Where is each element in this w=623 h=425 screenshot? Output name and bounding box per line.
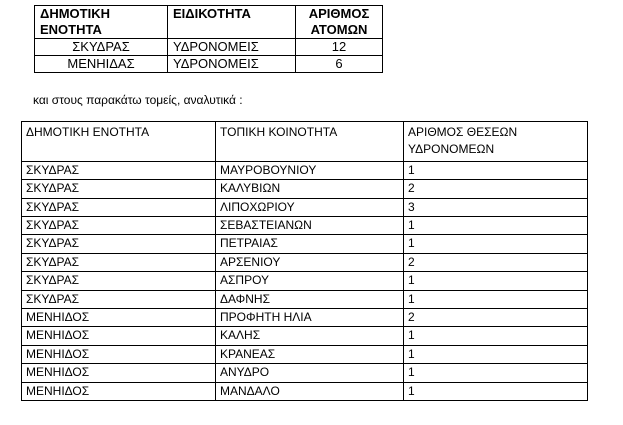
detail-cell-positions: 1 [404,382,588,400]
detail-cell-local-community: ΜΑΝΔΑΛΟ [216,382,404,400]
detail-cell-local-community: ΚΑΛΥΒΙΩΝ [216,180,404,198]
detail-cell-positions: 3 [404,198,588,216]
summary-header-municipal-unit: ΔΗΜΟΤΙΚΗ ΕΝΟΤΗΤΑ [35,6,168,39]
detail-cell-positions: 2 [404,180,588,198]
detail-cell-local-community: ΠΡΟΦΗΤΗ ΗΛΙΑ [216,309,404,327]
detail-cell-municipal-unit: ΣΚΥΔΡΑΣ [22,198,216,216]
detail-table-row [22,198,588,216]
detail-cell-local-community: ΠΕΤΡΑΙΑΣ [216,235,404,253]
detail-cell-municipal-unit: ΣΚΥΔΡΑΣ [22,253,216,271]
summary-cell-municipal-unit: ΜΕΝΗΙΔΑΣ [35,56,168,73]
detail-table [21,121,588,401]
detail-cell-positions: 1 [404,235,588,253]
summary-cell-count: 12 [296,39,383,56]
detail-cell-positions: 1 [404,345,588,363]
detail-cell-local-community: ΚΡΑΝΕΑΣ [216,345,404,363]
detail-header-positions [404,122,588,162]
detail-cell-municipal-unit: ΣΚΥΔΡΑΣ [22,180,216,198]
detail-cell-positions: 1 [404,161,588,179]
detail-table-row [22,327,588,345]
detail-cell-local-community: ΣΕΒΑΣΤΕΙΑΝΩΝ [216,217,404,235]
summary-header-specialty: ΕΙΔΙΚΟΤΗΤΑ [168,6,296,39]
detail-cell-municipal-unit: ΜΕΝΗΙΔΟΣ [22,327,216,345]
detail-cell-positions: 1 [404,364,588,382]
detail-cell-local-community: ΑΣΠΡΟΥ [216,272,404,290]
detail-cell-local-community: ΑΝΥΔΡΟ [216,364,404,382]
detail-cell-municipal-unit: ΣΚΥΔΡΑΣ [22,235,216,253]
detail-cell-local-community: ΛΙΠΟΧΩΡΙΟΥ [216,198,404,216]
detail-table-row [22,235,588,253]
detail-cell-municipal-unit: ΣΚΥΔΡΑΣ [22,272,216,290]
detail-cell-positions: 1 [404,290,588,308]
detail-cell-positions: 2 [404,253,588,271]
detail-table-row [22,345,588,363]
detail-table-body [22,161,588,400]
summary-cell-count: 6 [296,56,383,73]
detail-cell-municipal-unit: ΜΕΝΗΙΔΟΣ [22,345,216,363]
summary-cell-municipal-unit: ΣΚΥΔΡΑΣ [35,39,168,56]
detail-cell-municipal-unit: ΜΕΝΗΙΔΟΣ [22,364,216,382]
detail-cell-municipal-unit: ΣΚΥΔΡΑΣ [22,217,216,235]
detail-cell-local-community: ΔΑΦΝΗΣ [216,290,404,308]
summary-table-header-row [35,6,383,39]
detail-table-row [22,272,588,290]
detail-table-row [22,217,588,235]
detail-cell-municipal-unit: ΜΕΝΗΙΔΟΣ [22,382,216,400]
detail-cell-positions: 1 [404,327,588,345]
summary-cell-specialty: ΥΔΡΟΝΟΜΕΙΣ [168,56,296,73]
detail-table-row [22,253,588,271]
detail-table-row [22,161,588,179]
summary-table [34,5,383,73]
detail-cell-positions: 2 [404,309,588,327]
detail-table-row [22,382,588,400]
summary-cell-specialty: ΥΔΡΟΝΟΜΕΙΣ [168,39,296,56]
detail-cell-municipal-unit: ΣΚΥΔΡΑΣ [22,161,216,179]
summary-table-row [35,39,383,56]
detail-table-row [22,309,588,327]
detail-cell-positions: 1 [404,217,588,235]
detail-table-row [22,180,588,198]
detail-table-header-row [22,122,588,162]
summary-table-row [35,56,383,73]
summary-table-body [35,39,383,73]
detail-header-municipal-unit: ΔΗΜΟΤΙΚΗ ΕΝΟΤΗΤΑ [22,122,216,162]
detail-table-row [22,290,588,308]
summary-header-count: ΑΡΙΘΜΟΣ ΑΤΟΜΩΝ [296,6,383,39]
intro-text: και στους παρακάτω τομείς, αναλυτικά : [33,93,243,107]
detail-table-row [22,364,588,382]
detail-cell-local-community: ΜΑΥΡΟΒΟΥΝΙΟΥ [216,161,404,179]
detail-cell-positions: 1 [404,272,588,290]
detail-cell-local-community: ΑΡΣΕΝΙΟΥ [216,253,404,271]
detail-header-positions-line1: ΑΡΙΘΜΟΣ ΘΕΣΕΩΝ [408,125,518,139]
detail-cell-municipal-unit: ΜΕΝΗΙΔΟΣ [22,309,216,327]
detail-header-positions-line2: ΥΔΡΟΝΟΜΕΩΝ [408,142,495,157]
detail-cell-local-community: ΚΑΛΗΣ [216,327,404,345]
detail-cell-municipal-unit: ΣΚΥΔΡΑΣ [22,290,216,308]
detail-header-local-community: ΤΟΠΙΚΗ ΚΟΙΝΟΤΗΤΑ [216,122,404,162]
